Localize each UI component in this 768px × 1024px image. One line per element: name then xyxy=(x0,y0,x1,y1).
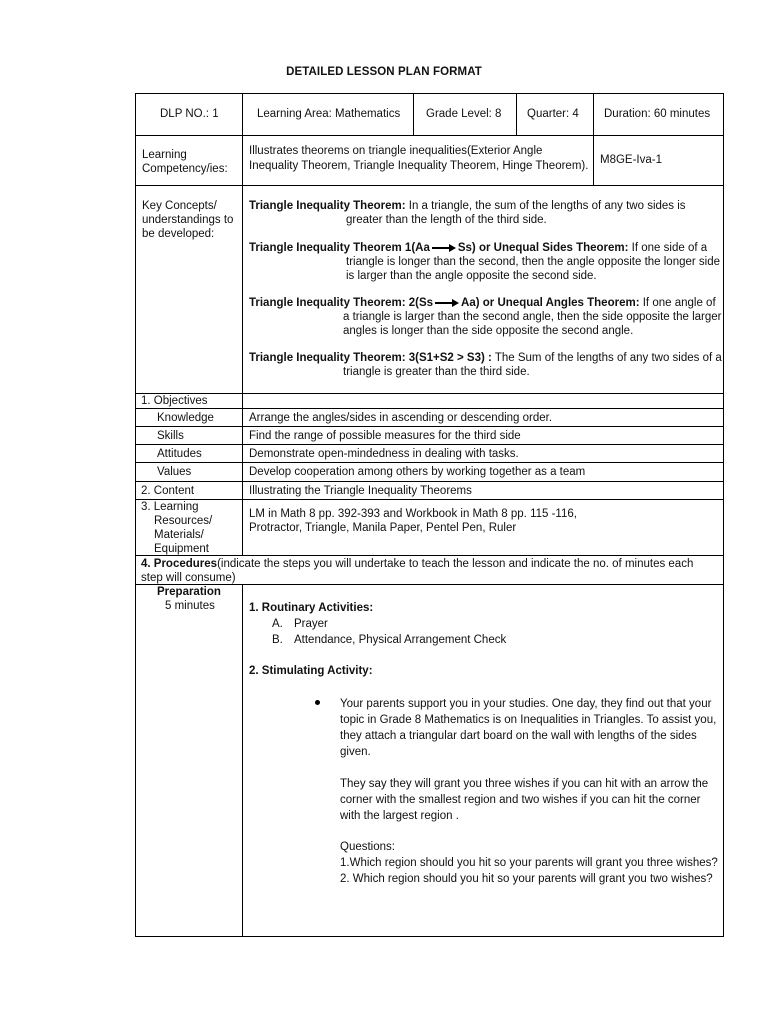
list-marker: B. xyxy=(272,634,283,646)
theorem-text: If one angle of xyxy=(639,297,716,309)
theorem-text: The Sum of the lengths of any two sides of a xyxy=(491,352,722,364)
objective-label: Skills xyxy=(157,430,184,442)
key-concepts-label: be developed: xyxy=(142,228,215,240)
objective-text: Demonstrate open-mindedness in dealing with tasks. xyxy=(249,448,519,460)
list-marker: A. xyxy=(272,618,283,630)
resources-label: Resources/ xyxy=(154,515,213,527)
objective-label: Attitudes xyxy=(157,448,202,460)
activity-paragraph: topic in Grade 8 Mathematics is on Inequalities in Triangles. To assist you, xyxy=(340,714,717,726)
resources-text: Protractor, Triangle, Manila Paper, Pentel Pen, Ruler xyxy=(249,522,517,534)
theorem-text: If one side of a xyxy=(628,242,708,254)
key-concepts-label: understandings to xyxy=(142,214,234,226)
dlp-number: DLP NO.: 1 xyxy=(160,108,219,120)
preparation-minutes: 5 minutes xyxy=(165,600,215,612)
competency-text: Inequality Theorem, Triangle Inequality Theorem, Hinge Theorem). xyxy=(249,160,589,172)
activity-paragraph: corner with the smallest region and two wishes if you can hit the corner xyxy=(340,794,701,806)
procedures-text: step will consume) xyxy=(141,572,236,584)
procedures-heading: 4. Procedures xyxy=(141,558,218,570)
list-item: Attendance, Physical Arrangement Check xyxy=(294,634,507,646)
objectives-heading: 1. Objectives xyxy=(141,395,208,407)
activity-paragraph: They say they will grant you three wishes if you can hit with an arrow the xyxy=(340,778,709,790)
preparation-label: Preparation xyxy=(157,586,221,598)
learning-area: Learning Area: Mathematics xyxy=(257,108,401,120)
theorem-title: Triangle Inequality Theorem: 2(Ss xyxy=(249,297,434,309)
activity-paragraph: Your parents support you in your studies. One day, they find out that your xyxy=(340,698,712,710)
theorem-text: is larger than the angle opposite the second side. xyxy=(346,270,597,282)
theorem-title: Aa) or Unequal Angles Theorem: xyxy=(461,297,640,309)
theorem-text: triangle is longer than the second, then the angle opposite the longer side xyxy=(346,256,721,268)
theorem-title: Ss) or Unequal Sides Theorem: xyxy=(457,242,629,254)
list-item: Prayer xyxy=(294,618,328,630)
activity-paragraph: they attach a triangular dart board on the wall with lengths of the sides xyxy=(340,730,697,742)
content-label: 2. Content xyxy=(141,485,195,497)
theorem-text: greater than the length of the third side. xyxy=(346,214,547,226)
objective-text: Find the range of possible measures for the third side xyxy=(249,430,521,442)
objective-text: Arrange the angles/sides in ascending or descending order. xyxy=(249,412,553,424)
theorem-title: Triangle Inequality Theorem: 3(S1+S2 > S3) : xyxy=(249,352,492,364)
duration: Duration: 60 minutes xyxy=(604,108,711,120)
question: 1.Which region should you hit so your parents will grant you three wishes? xyxy=(340,857,718,869)
theorem-title: Triangle Inequality Theorem: xyxy=(249,200,406,212)
document-title: DETAILED LESSON PLAN FORMAT xyxy=(286,66,482,78)
right-arrow-icon xyxy=(432,244,456,252)
theorem-text: triangle is greater than the third side. xyxy=(343,366,530,378)
procedures-text: (indicate the steps you will undertake to teach the lesson and indicate the no. of minutes each xyxy=(217,558,694,570)
questions-heading: Questions: xyxy=(340,841,395,853)
routinary-heading: 1. Routinary Activities: xyxy=(249,602,374,614)
theorem-text: In a triangle, the sum of the lengths of any two sides is xyxy=(405,200,686,212)
grade-level: Grade Level: 8 xyxy=(426,108,502,120)
objective-text: Develop cooperation among others by working together as a team xyxy=(249,466,586,478)
activity-paragraph: with the largest region . xyxy=(340,810,459,822)
stimulating-heading: 2. Stimulating Activity: xyxy=(249,665,373,677)
activity-paragraph: given. xyxy=(340,746,371,758)
theorem-text: a triangle is larger than the second angle, then the side opposite the larger xyxy=(343,311,722,323)
objective-label: Knowledge xyxy=(157,412,214,424)
theorem-title: Triangle Inequality Theorem 1(Aa xyxy=(249,242,430,254)
theorem-text: angles is longer than the side opposite the second angle. xyxy=(343,325,634,337)
quarter: Quarter: 4 xyxy=(527,108,579,120)
content-text: Illustrating the Triangle Inequality Theorems xyxy=(249,485,472,497)
competency-text: Illustrates theorems on triangle inequalities(Exterior Angle xyxy=(249,145,543,157)
resources-label: Equipment xyxy=(154,543,209,555)
resources-text: LM in Math 8 pp. 392-393 and Workbook in Math 8 pp. 115 -116, xyxy=(249,508,577,520)
resources-label: 3. Learning xyxy=(141,501,199,513)
question: 2. Which region should you hit so your parents will grant you two wishes? xyxy=(340,873,713,885)
key-concepts-label: Key Concepts/ xyxy=(142,200,217,212)
competency-label: Competency/ies: xyxy=(142,163,228,175)
competency-label: Learning xyxy=(142,149,187,161)
competency-code: M8GE-Iva-1 xyxy=(600,154,662,166)
right-arrow-icon xyxy=(435,299,459,307)
objective-label: Values xyxy=(157,466,192,478)
bullet-icon xyxy=(315,700,320,705)
resources-label: Materials/ xyxy=(154,529,204,541)
